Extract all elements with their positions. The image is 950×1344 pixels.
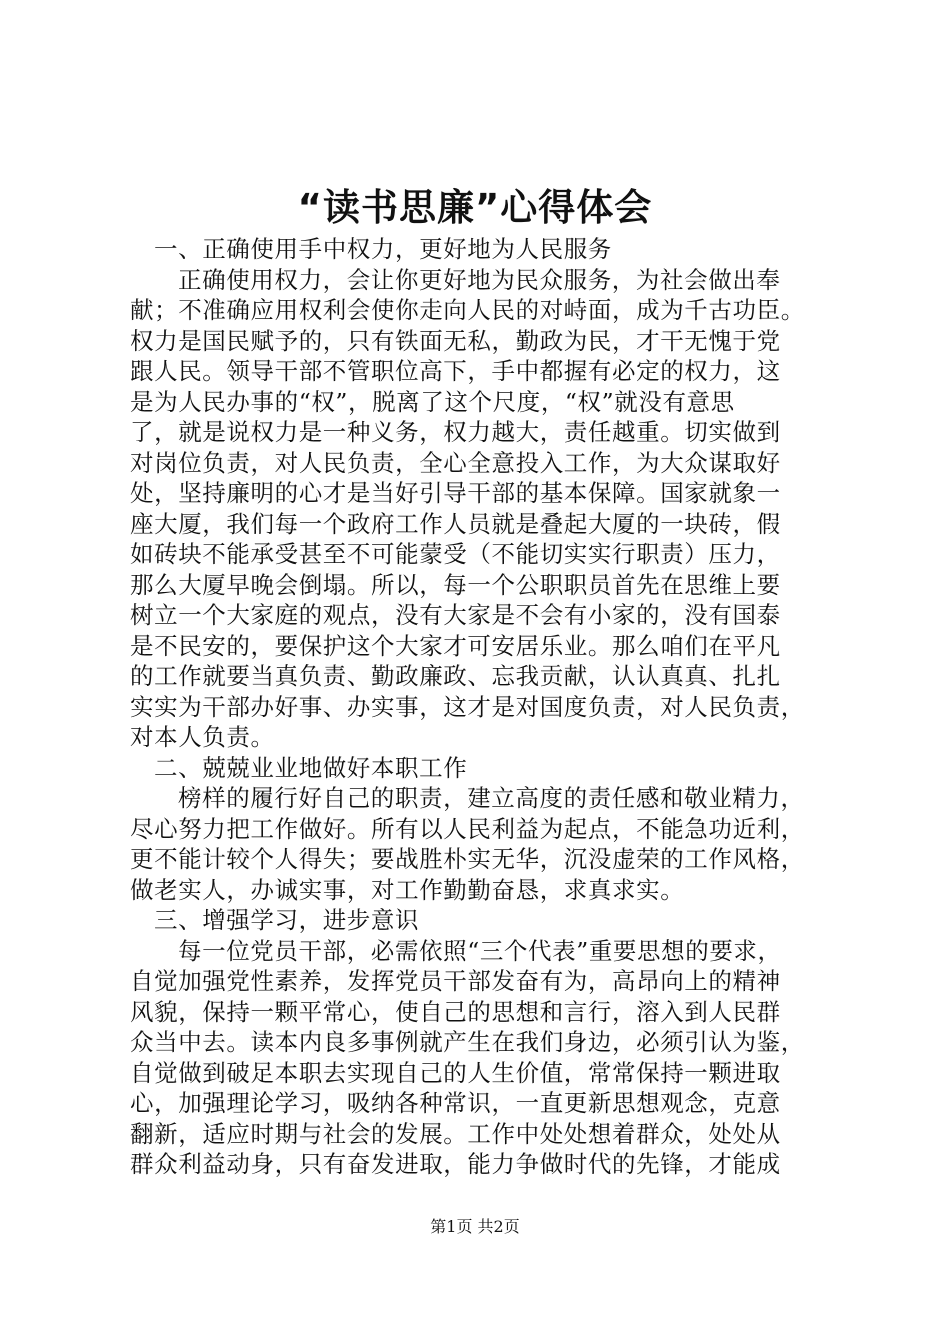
text-line: 树立一个大家庭的观点，没有大家是不会有小家的，没有国泰 (130, 601, 781, 629)
text-line: 跟人民。领导干部不管职位高下，手中都握有必定的权力，这 (130, 357, 781, 385)
text-line: 尽心努力把工作做好。所有以人民利益为起点，不能急功近利， (130, 814, 805, 843)
document-title: “读书思廉”心得体会 (297, 186, 653, 229)
page-number: 第1页 共2页 (430, 1217, 520, 1236)
text-line: 对岗位负责，对人民负责，全心全意投入工作，为大众谋取好 (130, 448, 781, 477)
text-line: 座大厦，我们每一个政府工作人员就是叠起大厦的一块砖，假 (130, 509, 781, 538)
text-line: 献；不准确应用权利会使你走向人民的对峙面，成为千古功臣。 (130, 296, 805, 324)
text-line: 是为人民办事的“权”，脱离了这个尺度，“权”就没有意思 (130, 387, 735, 416)
section-heading-2: 二、兢兢业业地做好本职工作 (154, 753, 468, 782)
text-line: 处，坚持廉明的心才是当好引导干部的基本保障。国家就象一 (130, 479, 781, 507)
text-line: 更不能计较个人得失；要战胜朴实无华，沉没虚荣的工作风格， (130, 845, 805, 873)
text-line: 心，加强理论学习，吸纳各种常识，一直更新思想观念，克意 (130, 1089, 781, 1117)
text-line: 风貌，保持一颗平常心，使自己的思想和言行，溶入到人民群 (130, 997, 781, 1026)
text-line: 自觉加强党性素养，发挥党员干部发奋有为，高昂向上的精神 (130, 967, 781, 995)
text-line: 对本人负责。 (130, 723, 275, 751)
text-line: 的工作就要当真负责、勤政廉政、忘我贡献，认认真真、扎扎 (130, 662, 781, 690)
text-line: 实实为干部办好事、办实事，这才是对国度负责，对人民负责， (130, 692, 805, 721)
section-heading-3: 三、增强学习，进步意识 (154, 906, 420, 934)
text-line: 那么大厦早晚会倒塌。所以，每一个公职职员首先在思维上要 (130, 570, 781, 599)
text-line: 每一位党员干部，必需依照“三个代表”重要思想的要求， (178, 936, 782, 965)
text-line: 正确使用权力，会让你更好地为民众服务，为社会做出奉 (178, 265, 781, 294)
text-line: 权力是国民赋予的，只有铁面无私，勤政为民，才干无愧于党 (130, 326, 781, 355)
text-line: 做老实人，办诚实事，对工作勤勤奋恳，求真求实。 (130, 875, 685, 904)
section-heading-1: 一、正确使用手中权力，更好地为人民服务 (154, 235, 612, 263)
text-line: 自觉做到破足本职去实现自己的人生价值，常常保持一颗进取 (130, 1058, 781, 1087)
text-line: 榜样的履行好自己的职责，建立高度的责任感和敬业精力， (178, 784, 805, 812)
text-line: 翻新，适应时期与社会的发展。工作中处处想着群众，处处从 (130, 1119, 781, 1148)
text-line: 众当中去。读本内良多事例就产生在我们身边，必须引认为鉴， (130, 1028, 805, 1056)
text-line: 了，就是说权力是一种义务，权力越大，责任越重。切实做到 (130, 418, 781, 446)
text-line: 是不民安的，要保护这个大家才可安居乐业。那么咱们在平凡 (130, 631, 781, 660)
text-line: 群众利益动身，只有奋发进取，能力争做时代的先锋，才能成 (130, 1150, 781, 1178)
text-line: 如砖块不能承受甚至不可能蒙受（不能切实实行职责）压力， (130, 540, 781, 568)
document-body (130, 234, 850, 1180)
